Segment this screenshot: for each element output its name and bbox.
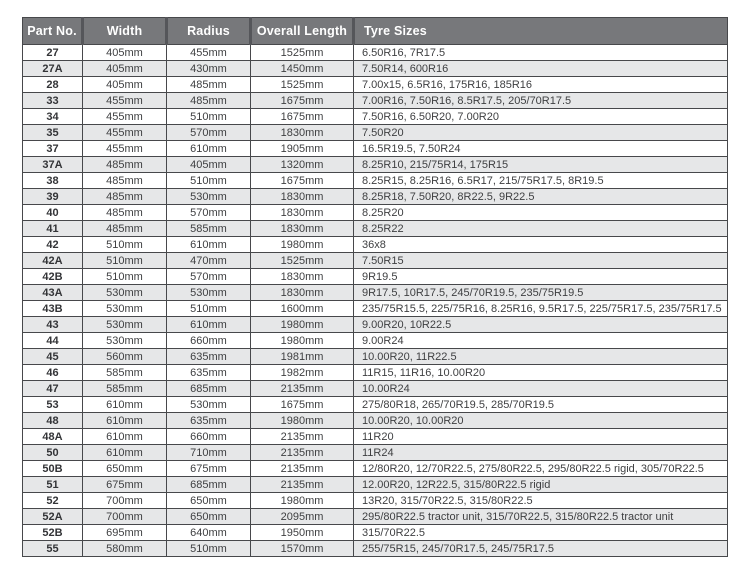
table-row — [23, 61, 728, 77]
cell-width: 610mm — [83, 413, 167, 429]
table-row — [23, 477, 728, 493]
cell-part-no: 44 — [23, 333, 83, 349]
cell-overall-length: 1981mm — [251, 349, 354, 365]
cell-width: 510mm — [83, 269, 167, 285]
table-row — [23, 285, 728, 301]
cell-width: 585mm — [83, 381, 167, 397]
cell-part-no: 53 — [23, 397, 83, 413]
cell-part-no: 45 — [23, 349, 83, 365]
cell-overall-length: 1830mm — [251, 189, 354, 205]
cell-part-no: 33 — [23, 93, 83, 109]
column-header-overall-length: Overall Length — [251, 18, 354, 45]
cell-width: 610mm — [83, 445, 167, 461]
cell-part-no: 40 — [23, 205, 83, 221]
cell-tyre-sizes: 7.50R16, 6.50R20, 7.00R20 — [354, 109, 728, 125]
table-body — [23, 45, 728, 557]
cell-width: 485mm — [83, 157, 167, 173]
cell-part-no: 27A — [23, 61, 83, 77]
cell-part-no: 42 — [23, 237, 83, 253]
cell-width: 510mm — [83, 253, 167, 269]
table-row — [23, 333, 728, 349]
cell-tyre-sizes: 9R17.5, 10R17.5, 245/70R19.5, 235/75R19.5 — [354, 285, 728, 301]
cell-part-no: 51 — [23, 477, 83, 493]
cell-part-no: 48A — [23, 429, 83, 445]
cell-tyre-sizes: 275/80R18, 265/70R19.5, 285/70R19.5 — [354, 397, 728, 413]
cell-radius: 685mm — [167, 477, 251, 493]
cell-radius: 530mm — [167, 397, 251, 413]
cell-radius: 485mm — [167, 93, 251, 109]
cell-radius: 530mm — [167, 189, 251, 205]
cell-radius: 640mm — [167, 525, 251, 541]
cell-part-no: 47 — [23, 381, 83, 397]
cell-radius: 610mm — [167, 317, 251, 333]
cell-overall-length: 2135mm — [251, 477, 354, 493]
cell-overall-length: 1675mm — [251, 109, 354, 125]
cell-width: 485mm — [83, 221, 167, 237]
cell-radius: 510mm — [167, 109, 251, 125]
cell-tyre-sizes: 7.00R16, 7.50R16, 8.5R17.5, 205/70R17.5 — [354, 93, 728, 109]
table-row — [23, 189, 728, 205]
table-row — [23, 77, 728, 93]
cell-width: 455mm — [83, 141, 167, 157]
cell-width: 485mm — [83, 189, 167, 205]
table-row — [23, 45, 728, 61]
header-row — [23, 18, 728, 45]
cell-tyre-sizes: 295/80R22.5 tractor unit, 315/70R22.5, 315/80R22.5 tractor unit — [354, 509, 728, 525]
cell-radius: 635mm — [167, 365, 251, 381]
cell-width: 530mm — [83, 285, 167, 301]
table-row — [23, 509, 728, 525]
table-row — [23, 317, 728, 333]
cell-part-no: 52 — [23, 493, 83, 509]
cell-tyre-sizes: 11R15, 11R16, 10.00R20 — [354, 365, 728, 381]
table-row — [23, 157, 728, 173]
cell-tyre-sizes: 235/75R15.5, 225/75R16, 8.25R16, 9.5R17.5, 225/75R17.5, 235/75R17.5 — [354, 301, 728, 317]
table-row — [23, 397, 728, 413]
cell-overall-length: 1525mm — [251, 77, 354, 93]
tyre-spec-table — [22, 17, 728, 557]
cell-width: 405mm — [83, 61, 167, 77]
cell-overall-length: 1525mm — [251, 253, 354, 269]
cell-part-no: 52A — [23, 509, 83, 525]
table-row — [23, 461, 728, 477]
cell-overall-length: 1675mm — [251, 397, 354, 413]
cell-part-no: 50B — [23, 461, 83, 477]
cell-overall-length: 1600mm — [251, 301, 354, 317]
cell-radius: 470mm — [167, 253, 251, 269]
cell-radius: 430mm — [167, 61, 251, 77]
cell-tyre-sizes: 6.50R16, 7R17.5 — [354, 45, 728, 61]
cell-width: 530mm — [83, 301, 167, 317]
cell-width: 675mm — [83, 477, 167, 493]
cell-tyre-sizes: 10.00R20, 11R22.5 — [354, 349, 728, 365]
table-row — [23, 365, 728, 381]
table-row — [23, 269, 728, 285]
cell-radius: 510mm — [167, 301, 251, 317]
cell-part-no: 43B — [23, 301, 83, 317]
cell-radius: 510mm — [167, 173, 251, 189]
cell-radius: 710mm — [167, 445, 251, 461]
cell-tyre-sizes: 8.25R15, 8.25R16, 6.5R17, 215/75R17.5, 8R19.5 — [354, 173, 728, 189]
cell-overall-length: 1982mm — [251, 365, 354, 381]
cell-radius: 675mm — [167, 461, 251, 477]
column-header-part-no: Part No. — [23, 18, 83, 45]
cell-overall-length: 2135mm — [251, 461, 354, 477]
cell-overall-length: 1980mm — [251, 237, 354, 253]
cell-width: 530mm — [83, 333, 167, 349]
cell-radius: 650mm — [167, 509, 251, 525]
table-row — [23, 237, 728, 253]
cell-overall-length: 1320mm — [251, 157, 354, 173]
cell-part-no: 46 — [23, 365, 83, 381]
cell-radius: 635mm — [167, 349, 251, 365]
cell-overall-length: 1830mm — [251, 205, 354, 221]
cell-part-no: 38 — [23, 173, 83, 189]
cell-overall-length: 2095mm — [251, 509, 354, 525]
cell-width: 700mm — [83, 509, 167, 525]
table-row — [23, 301, 728, 317]
table-row — [23, 541, 728, 557]
cell-tyre-sizes: 8.25R20 — [354, 205, 728, 221]
cell-overall-length: 2135mm — [251, 445, 354, 461]
cell-part-no: 50 — [23, 445, 83, 461]
cell-overall-length: 1830mm — [251, 285, 354, 301]
cell-tyre-sizes: 7.50R14, 600R16 — [354, 61, 728, 77]
cell-tyre-sizes: 255/75R15, 245/70R17.5, 245/75R17.5 — [354, 541, 728, 557]
cell-width: 560mm — [83, 349, 167, 365]
cell-tyre-sizes: 7.50R20 — [354, 125, 728, 141]
cell-overall-length: 1675mm — [251, 93, 354, 109]
cell-tyre-sizes: 16.5R19.5, 7.50R24 — [354, 141, 728, 157]
table-row — [23, 413, 728, 429]
cell-part-no: 43 — [23, 317, 83, 333]
cell-part-no: 37 — [23, 141, 83, 157]
cell-radius: 570mm — [167, 205, 251, 221]
cell-part-no: 52B — [23, 525, 83, 541]
cell-width: 485mm — [83, 173, 167, 189]
cell-radius: 570mm — [167, 269, 251, 285]
table-row — [23, 125, 728, 141]
cell-part-no: 41 — [23, 221, 83, 237]
cell-tyre-sizes: 9.00R20, 10R22.5 — [354, 317, 728, 333]
column-header-width: Width — [83, 18, 167, 45]
cell-width: 455mm — [83, 109, 167, 125]
cell-overall-length: 1950mm — [251, 525, 354, 541]
cell-part-no: 27 — [23, 45, 83, 61]
cell-tyre-sizes: 7.00x15, 6.5R16, 175R16, 185R16 — [354, 77, 728, 93]
cell-overall-length: 2135mm — [251, 381, 354, 397]
cell-width: 530mm — [83, 317, 167, 333]
table-header — [23, 18, 728, 45]
cell-width: 405mm — [83, 77, 167, 93]
cell-part-no: 28 — [23, 77, 83, 93]
cell-width: 610mm — [83, 429, 167, 445]
cell-width: 455mm — [83, 125, 167, 141]
table-row — [23, 445, 728, 461]
cell-radius: 650mm — [167, 493, 251, 509]
cell-radius: 660mm — [167, 333, 251, 349]
cell-tyre-sizes: 10.00R20, 10.00R20 — [354, 413, 728, 429]
cell-width: 585mm — [83, 365, 167, 381]
table-row — [23, 141, 728, 157]
cell-tyre-sizes: 10.00R24 — [354, 381, 728, 397]
cell-radius: 530mm — [167, 285, 251, 301]
cell-tyre-sizes: 11R24 — [354, 445, 728, 461]
table-row — [23, 205, 728, 221]
cell-overall-length: 1980mm — [251, 493, 354, 509]
cell-overall-length: 1525mm — [251, 45, 354, 61]
cell-radius: 635mm — [167, 413, 251, 429]
table-row — [23, 109, 728, 125]
cell-radius: 660mm — [167, 429, 251, 445]
cell-width: 510mm — [83, 237, 167, 253]
cell-width: 455mm — [83, 93, 167, 109]
cell-radius: 585mm — [167, 221, 251, 237]
cell-overall-length: 1830mm — [251, 125, 354, 141]
table-row — [23, 93, 728, 109]
cell-overall-length: 1830mm — [251, 269, 354, 285]
cell-width: 485mm — [83, 205, 167, 221]
cell-overall-length: 2135mm — [251, 429, 354, 445]
table-row — [23, 429, 728, 445]
cell-tyre-sizes: 12/80R20, 12/70R22.5, 275/80R22.5, 295/80R22.5 rigid, 305/70R22.5 — [354, 461, 728, 477]
cell-tyre-sizes: 7.50R15 — [354, 253, 728, 269]
cell-radius: 510mm — [167, 541, 251, 557]
cell-width: 700mm — [83, 493, 167, 509]
table-row — [23, 349, 728, 365]
cell-width: 650mm — [83, 461, 167, 477]
cell-overall-length: 1980mm — [251, 333, 354, 349]
cell-radius: 610mm — [167, 237, 251, 253]
cell-overall-length: 1675mm — [251, 173, 354, 189]
column-header-tyre-sizes: Tyre Sizes — [354, 18, 728, 45]
table-row — [23, 221, 728, 237]
cell-part-no: 42B — [23, 269, 83, 285]
table-row — [23, 381, 728, 397]
cell-part-no: 34 — [23, 109, 83, 125]
table-row — [23, 525, 728, 541]
cell-part-no: 48 — [23, 413, 83, 429]
table-row — [23, 173, 728, 189]
cell-part-no: 37A — [23, 157, 83, 173]
cell-radius: 570mm — [167, 125, 251, 141]
column-header-radius: Radius — [167, 18, 251, 45]
cell-overall-length: 1830mm — [251, 221, 354, 237]
cell-tyre-sizes: 8.25R10, 215/75R14, 175R15 — [354, 157, 728, 173]
cell-tyre-sizes: 315/70R22.5 — [354, 525, 728, 541]
cell-tyre-sizes: 12.00R20, 12R22.5, 315/80R22.5 rigid — [354, 477, 728, 493]
cell-radius: 610mm — [167, 141, 251, 157]
cell-tyre-sizes: 8.25R22 — [354, 221, 728, 237]
cell-overall-length: 1570mm — [251, 541, 354, 557]
cell-overall-length: 1905mm — [251, 141, 354, 157]
cell-tyre-sizes: 13R20, 315/70R22.5, 315/80R22.5 — [354, 493, 728, 509]
cell-part-no: 35 — [23, 125, 83, 141]
cell-overall-length: 1980mm — [251, 317, 354, 333]
cell-part-no: 42A — [23, 253, 83, 269]
cell-radius: 485mm — [167, 77, 251, 93]
cell-radius: 405mm — [167, 157, 251, 173]
cell-tyre-sizes: 36x8 — [354, 237, 728, 253]
cell-part-no: 39 — [23, 189, 83, 205]
cell-tyre-sizes: 8.25R18, 7.50R20, 8R22.5, 9R22.5 — [354, 189, 728, 205]
cell-width: 610mm — [83, 397, 167, 413]
cell-overall-length: 1980mm — [251, 413, 354, 429]
table-row — [23, 253, 728, 269]
cell-radius: 455mm — [167, 45, 251, 61]
cell-part-no: 43A — [23, 285, 83, 301]
cell-width: 580mm — [83, 541, 167, 557]
table-row — [23, 493, 728, 509]
cell-part-no: 55 — [23, 541, 83, 557]
cell-radius: 685mm — [167, 381, 251, 397]
cell-tyre-sizes: 9R19.5 — [354, 269, 728, 285]
cell-width: 695mm — [83, 525, 167, 541]
cell-tyre-sizes: 9.00R24 — [354, 333, 728, 349]
cell-width: 405mm — [83, 45, 167, 61]
cell-overall-length: 1450mm — [251, 61, 354, 77]
cell-tyre-sizes: 11R20 — [354, 429, 728, 445]
